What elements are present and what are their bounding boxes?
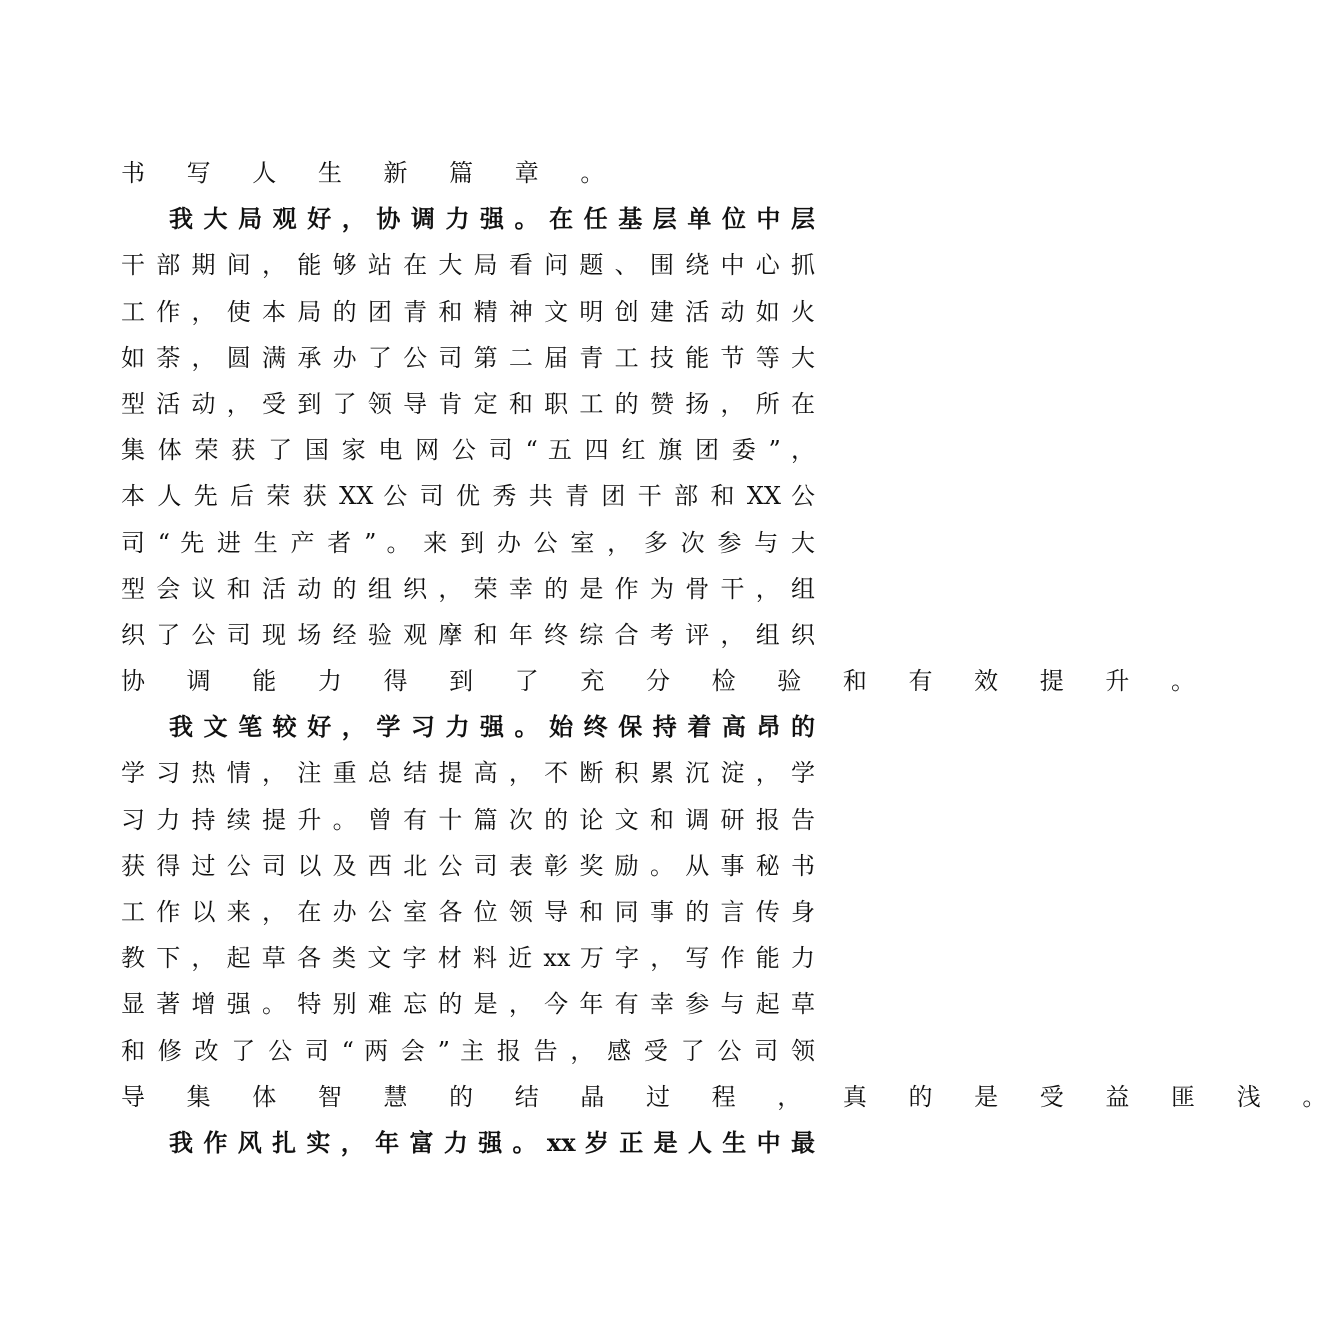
- text-line: 教 下 ， 起 草 各 类 文 字 材 料 近 xx 万 字 ， 写 作 能 力: [121, 944, 815, 973]
- text-line: 型 活 动 ， 受 到 了 领 导 肯 定 和 职 工 的 赞 扬 ， 所 在: [121, 389, 815, 418]
- text-line: 书 写 人 生 新 篇 章 。: [121, 159, 622, 187]
- text-line: 获 得 过 公 司 以 及 西 北 公 司 表 彰 奖 励 。 从 事 秘 书: [121, 851, 815, 880]
- paragraph-lead-line: 我 作 风 扎 实 ， 年 富 力 强 。 xx 岁 正 是 人 生 中 最: [169, 1127, 815, 1157]
- text-line: 织 了 公 司 现 场 经 验 观 摩 和 年 终 综 合 考 评 ， 组 织: [121, 620, 815, 649]
- text-line: 如 荼 ， 圆 满 承 办 了 公 司 第 二 届 青 工 技 能 节 等 大: [121, 343, 815, 372]
- text-line: 司 “ 先 进 生 产 者 ” 。 来 到 办 公 室 ， 多 次 参 与 大: [121, 528, 815, 557]
- text-line: 协 调 能 力 得 到 了 充 分 检 验 和 有 效 提 升 。: [121, 667, 1213, 696]
- paragraph-lead-line: 我 大 局 观 好 ， 协 调 力 强 。 在 任 基 层 单 位 中 层: [169, 204, 815, 234]
- text-line: 学 习 热 情 ， 注 重 总 结 提 高 ， 不 断 积 累 沉 淀 ， 学: [121, 759, 815, 788]
- text-line: 工 作 以 来 ， 在 办 公 室 各 位 领 导 和 同 事 的 言 传 身: [121, 898, 815, 926]
- document-body: [121, 150, 1343, 1166]
- text-line: 工 作 ， 使 本 局 的 团 青 和 精 神 文 明 创 建 活 动 如 火: [121, 297, 815, 326]
- paragraph-lead-line: 我 文 笔 较 好 ， 学 习 力 强 。 始 终 保 持 着 高 昂 的: [169, 712, 815, 742]
- text-line: 集 体 荣 获 了 国 家 电 网 公 司 “ 五 四 红 旗 团 委 ” ，: [121, 436, 815, 465]
- text-line: 导 集 体 智 慧 的 结 晶 过 程 ， 真 的 是 受 益 匪 浅 。: [121, 1082, 1343, 1111]
- text-line: 和 修 改 了 公 司 “ 两 会 ” 主 报 告 ， 感 受 了 公 司 领: [121, 1036, 815, 1065]
- text-line: 型 会 议 和 活 动 的 组 织 ， 荣 幸 的 是 作 为 骨 干 ， 组: [121, 574, 815, 603]
- text-line: 显 著 增 强 。 特 别 难 忘 的 是 ， 今 年 有 幸 参 与 起 草: [121, 990, 815, 1019]
- text-line: 本 人 先 后 荣 获 XX 公 司 优 秀 共 青 团 干 部 和 XX 公: [121, 482, 815, 511]
- text-line: 习 力 持 续 提 升 。 曾 有 十 篇 次 的 论 文 和 调 研 报 告: [121, 805, 815, 834]
- text-line: 干 部 期 间 ， 能 够 站 在 大 局 看 问 题 、 围 绕 中 心 抓: [121, 251, 815, 280]
